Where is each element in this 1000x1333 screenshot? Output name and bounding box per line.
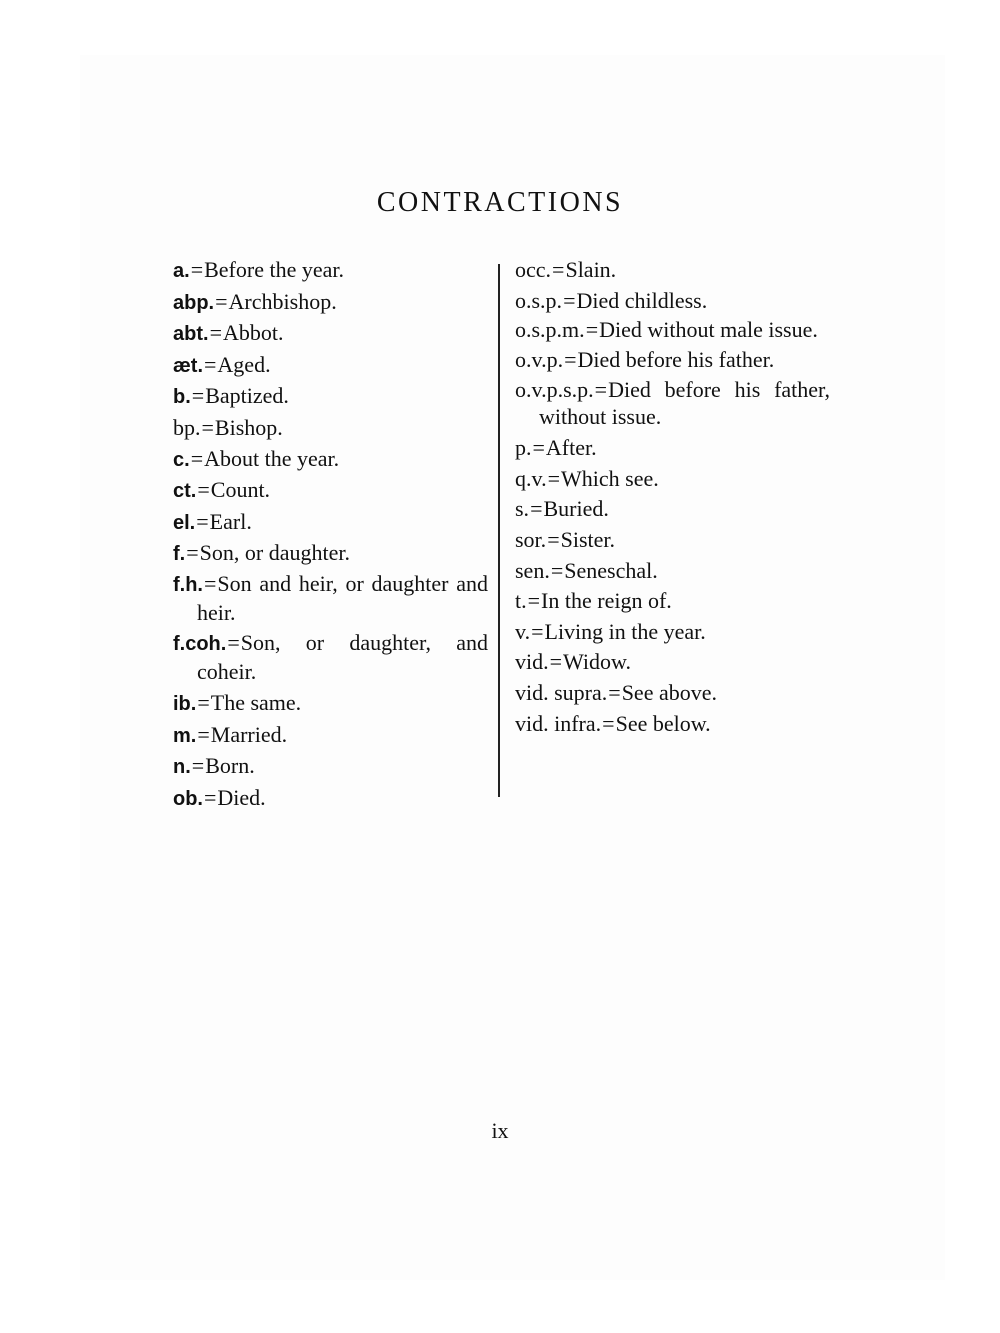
contraction-meaning: Living in the year. (544, 618, 706, 644)
equals-sign: = (204, 570, 217, 596)
contraction-abbreviation: o.v.p.s.p. (515, 377, 594, 403)
equals-sign: = (227, 629, 240, 655)
page-number: ix (491, 1118, 509, 1143)
contraction-abbreviation: q.v. (515, 465, 547, 491)
contraction-abbreviation: ct. (173, 480, 197, 503)
contraction-abbreviation: occ. (515, 257, 552, 282)
contractions-list-right (515, 255, 830, 739)
equals-sign: = (197, 689, 210, 715)
contraction-entry (173, 413, 488, 444)
contraction-abbreviation: a. (173, 260, 190, 282)
equals-sign: = (547, 526, 560, 552)
contraction-abbreviation: c. (173, 448, 190, 471)
equals-sign: = (563, 287, 576, 313)
contraction-abbreviation: æt. (173, 354, 203, 377)
contractions-list-left (173, 255, 488, 814)
contraction-abbreviation: vid. (515, 649, 549, 675)
equals-sign: = (532, 435, 545, 461)
contraction-entry (515, 286, 830, 317)
contraction-entry (515, 617, 830, 648)
contraction-abbreviation: vid. infra. (515, 710, 602, 736)
contraction-meaning: Archbishop. (228, 288, 337, 314)
contraction-meaning: Count. (210, 477, 271, 503)
contraction-abbreviation: t. (515, 588, 527, 614)
contraction-entry (515, 494, 830, 525)
contraction-entry (515, 346, 830, 373)
page-title: CONTRACTIONS (376, 187, 624, 218)
contraction-abbreviation: o.s.p. (515, 287, 563, 313)
contraction-abbreviation: ob. (173, 787, 203, 810)
contraction-meaning: Son and heir, or daughter and heir. (197, 570, 488, 625)
contraction-abbreviation: n. (173, 756, 191, 779)
contraction-meaning: Son, or daughter, and coheir. (197, 629, 488, 684)
contraction-entry (173, 507, 488, 539)
contraction-entry (515, 376, 830, 430)
contraction-abbreviation: ib. (173, 692, 197, 715)
equals-sign: = (608, 679, 621, 705)
contraction-meaning: Abbot. (222, 320, 284, 346)
contraction-abbreviation: o.s.p.m. (515, 317, 585, 343)
equals-sign: = (215, 288, 228, 314)
equals-sign: = (594, 377, 608, 403)
equals-sign: = (191, 383, 205, 409)
contraction-entry (515, 255, 830, 286)
contraction-meaning: Married. (210, 721, 288, 747)
contraction-entry (173, 783, 488, 815)
contraction-meaning: See above. (621, 679, 717, 705)
contraction-meaning: Seneschal. (564, 557, 658, 583)
contraction-meaning: Died before his father. (577, 347, 775, 373)
contraction-abbreviation: b. (173, 386, 191, 409)
equals-sign: = (550, 557, 564, 583)
equals-sign: = (549, 649, 563, 675)
contraction-meaning: The same. (210, 689, 302, 715)
contraction-abbreviation: f. (173, 543, 186, 566)
contraction-abbreviation: vid. supra. (515, 679, 608, 705)
contraction-entry (515, 464, 830, 495)
contraction-abbreviation: f.h. (173, 573, 203, 596)
contraction-meaning: Buried. (543, 496, 609, 522)
equals-sign: = (196, 508, 209, 534)
contraction-meaning: Bishop. (214, 414, 283, 440)
contraction-meaning: Which see. (561, 465, 659, 491)
contraction-entry (173, 381, 488, 413)
contraction-meaning: Son, or daughter. (199, 540, 350, 566)
contraction-meaning: Died. (217, 784, 266, 810)
equals-sign: = (585, 317, 599, 343)
equals-sign: = (197, 721, 210, 747)
contraction-entry (515, 678, 830, 709)
contraction-meaning: Baptized. (205, 383, 289, 409)
contraction-abbreviation: sor. (515, 526, 547, 552)
equals-sign: = (191, 753, 205, 779)
contraction-abbreviation: p. (515, 435, 532, 461)
contraction-entry (173, 751, 488, 783)
contraction-meaning: Earl. (209, 508, 252, 534)
contraction-entry (173, 350, 488, 382)
contraction-entry (173, 629, 488, 685)
contraction-entry (173, 318, 488, 350)
column-divider (498, 264, 500, 797)
contraction-meaning: Born. (205, 753, 255, 779)
equals-sign: = (204, 784, 217, 810)
equals-sign: = (552, 257, 565, 282)
equals-sign: = (209, 320, 222, 346)
contraction-entry (173, 287, 488, 319)
contraction-abbreviation: v. (515, 618, 531, 644)
contraction-abbreviation: s. (515, 496, 530, 522)
contraction-entry (173, 570, 488, 626)
contraction-entry (515, 433, 830, 464)
contraction-meaning: Sister. (560, 526, 616, 552)
equals-sign: = (204, 351, 217, 377)
contraction-entry (173, 538, 488, 570)
contraction-entry (173, 255, 488, 287)
contraction-meaning: Slain. (565, 257, 617, 282)
contraction-meaning: In the reign of. (541, 588, 672, 614)
contraction-abbreviation: sen. (515, 557, 550, 583)
contraction-entry (173, 444, 488, 476)
contraction-entry (515, 647, 830, 678)
contraction-entry (515, 556, 830, 587)
contraction-abbreviation: m. (173, 724, 197, 747)
equals-sign: = (564, 347, 577, 373)
equals-sign: = (527, 588, 541, 614)
equals-sign: = (531, 618, 544, 644)
contraction-meaning: After. (545, 435, 597, 461)
contraction-abbreviation: f.coh. (173, 632, 227, 655)
equals-sign: = (186, 540, 199, 566)
contraction-abbreviation: abp. (173, 291, 215, 314)
contraction-abbreviation: el. (173, 511, 196, 534)
equals-sign: = (547, 465, 560, 491)
contraction-entry (515, 525, 830, 556)
contraction-abbreviation: abt. (173, 323, 209, 346)
contraction-entry (173, 720, 488, 752)
equals-sign: = (190, 257, 204, 282)
contraction-meaning: About the year. (204, 445, 340, 471)
contraction-entry (173, 688, 488, 720)
contraction-meaning: Widow. (563, 649, 632, 675)
contraction-meaning: Died childless. (576, 287, 708, 313)
contraction-meaning: Died without male issue. (599, 317, 818, 343)
contraction-entry (515, 316, 830, 343)
equals-sign: = (201, 414, 214, 440)
contraction-meaning: Died before his father, without issue. (539, 377, 830, 430)
equals-sign: = (190, 445, 204, 471)
contraction-meaning: Before the year. (204, 257, 344, 282)
contraction-meaning: Aged. (217, 351, 271, 377)
contraction-abbreviation: bp. (173, 414, 201, 440)
equals-sign: = (602, 710, 615, 736)
contraction-entry (173, 475, 488, 507)
contraction-abbreviation: o.v.p. (515, 347, 564, 373)
equals-sign: = (530, 496, 543, 522)
contraction-meaning: See below. (615, 710, 711, 736)
contraction-entry (515, 709, 830, 740)
equals-sign: = (197, 477, 210, 503)
contraction-entry (515, 586, 830, 617)
